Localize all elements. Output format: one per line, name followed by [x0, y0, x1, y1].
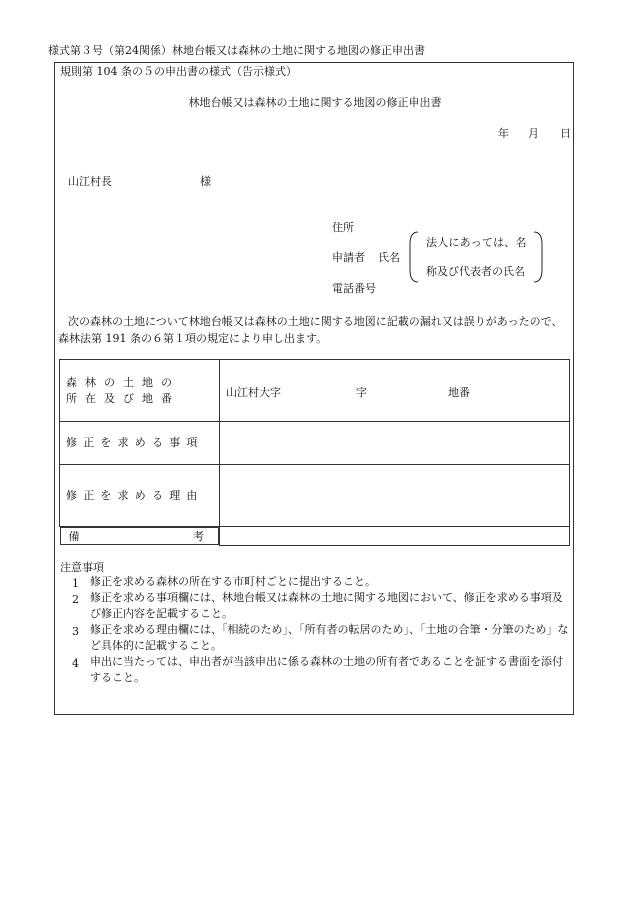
- note-text: 修正を求める森林の所在する市町村ごとに提出すること。: [90, 575, 376, 588]
- table-row-remarks: [60, 527, 570, 546]
- application-table: [59, 359, 570, 546]
- table-row-correction-reason: [60, 465, 570, 527]
- correction-item-label: 修正を求める事項: [60, 422, 220, 465]
- honorific: 様: [200, 175, 211, 188]
- table-row-location: [60, 360, 570, 422]
- location-field[interactable]: [220, 360, 570, 422]
- address-label: 住所: [332, 221, 354, 234]
- body-text: 次の森林の土地について林地台帳又は森林の土地に関する地図に記載の漏れ又は誤りがあったので、森林法第 191 条の６第１項の規定により申し出ます。: [58, 315, 563, 345]
- note-number: 2: [72, 593, 79, 606]
- remarks-label-left: 備: [68, 530, 80, 543]
- remarks-label: [60, 527, 220, 545]
- corporate-note-line2: 称及び代表者の氏名: [426, 265, 525, 278]
- correction-item-field[interactable]: [220, 422, 570, 465]
- location-aza: 字: [356, 386, 367, 399]
- form-title: 林地台帳又は森林の土地に関する地図の修正申出書: [188, 96, 442, 109]
- date-month: 月: [528, 127, 539, 140]
- location-label: [60, 360, 220, 422]
- notes-heading: 注意事項: [60, 561, 104, 574]
- note-number: 4: [72, 657, 79, 670]
- date-year: 年: [498, 127, 509, 140]
- location-label-line2: 所在及び地番: [66, 391, 180, 405]
- phone-label: 電話番号: [332, 282, 376, 295]
- addressee: 山江村長: [68, 175, 112, 188]
- form-type-label: 規則第 104 条の５の申出書の様式（告示様式）: [60, 65, 297, 78]
- location-label-line1: 森林の土地の: [66, 375, 180, 389]
- corporate-note-line1: 法人にあっては、名: [426, 236, 527, 249]
- correction-reason-field[interactable]: [220, 465, 570, 527]
- note-text: 修正を求める理由欄には、「相続のため」、「所有者の転居のため」、「土地の合筆・分筆のため」など具体的に記載すること。: [90, 623, 569, 652]
- remarks-field[interactable]: [220, 527, 570, 546]
- note-number: 1: [72, 577, 79, 590]
- note-text: 申出に当たっては、申出者が当該申出に係る森林の土地の所有者であることを証する書面を添付すること。: [90, 655, 563, 684]
- correction-reason-label: 修正を求める理由: [60, 465, 220, 527]
- date-day: 日: [560, 127, 571, 140]
- table-row-correction-item: [60, 422, 570, 465]
- remarks-label-right: 考: [193, 530, 204, 543]
- applicant-label: 申請者: [332, 251, 365, 264]
- location-village: 山江村大字: [226, 386, 281, 399]
- form-number-header: 様式第３号（第24関係）林地台帳又は森林の土地に関する地図の修正申出書: [48, 44, 425, 57]
- note-text: 修正を求める事項欄には、林地台帳又は森林の土地に関する地図において、修正を求める事項及び修正内容を記載すること。: [90, 591, 563, 620]
- note-number: 3: [72, 625, 79, 638]
- name-label: 氏名: [378, 251, 400, 264]
- location-lot-number: 地番: [448, 386, 470, 399]
